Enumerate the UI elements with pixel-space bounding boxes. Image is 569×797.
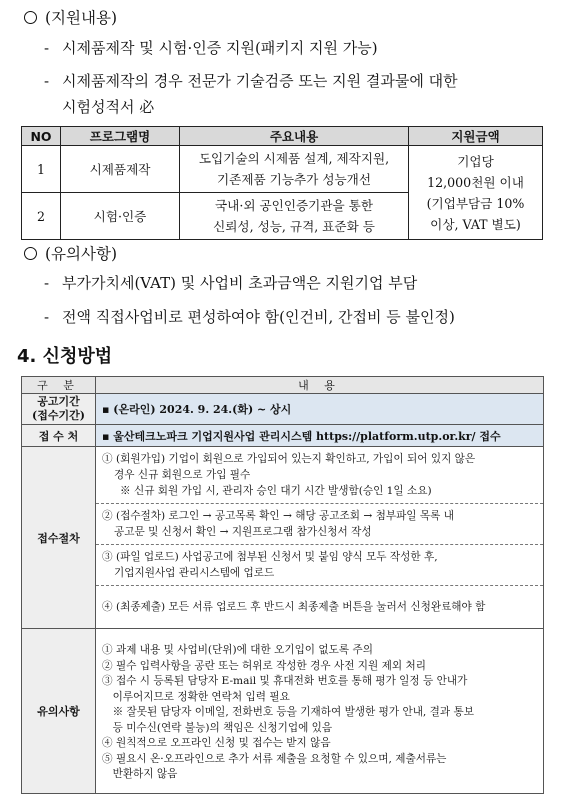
table-row: [22, 425, 544, 447]
caution-bullet-1: - 부가가치세(VAT) 및 사업비 초과금액은 지원기업 부담: [44, 274, 418, 292]
row-content: 국내·외 공인인증기관을 통한 신뢰성, 성능, 규격, 표준화 등: [180, 193, 409, 240]
col-content: 주요내용: [180, 127, 409, 146]
col-details: 내 용: [96, 377, 544, 394]
notes-label: 유의사항: [22, 629, 96, 794]
support-bullet-2: - 시제품제작의 경우 전문가 기술검증 또는 지원 결과물에 대한: [44, 72, 458, 90]
application-table: [21, 376, 544, 794]
col-amount: 지원금액: [409, 127, 543, 146]
table-row: [22, 586, 544, 629]
row-no: 2: [22, 193, 61, 240]
row-program: 시제품제작: [61, 146, 180, 193]
circle-bullet-icon: [24, 11, 37, 24]
program-table: [21, 126, 543, 240]
col-category: 구 분: [22, 377, 96, 394]
procedure-label: 접수절차: [22, 447, 96, 629]
program-table-header: [22, 127, 543, 146]
table-row: [22, 447, 544, 504]
application-table-header: [22, 377, 544, 394]
support-section-header: (지원내용): [24, 6, 117, 28]
col-program: 프로그램명: [61, 127, 180, 146]
table-row: [22, 504, 544, 545]
table-row: [22, 394, 544, 425]
row-no: 1: [22, 146, 61, 193]
period-label: 공고기간 (접수기간): [22, 394, 96, 425]
table-row: [22, 146, 543, 193]
row-content: 도입기술의 시제품 설계, 제작지원, 기존제품 기능추가 성능개선: [180, 146, 409, 193]
place-label: 접 수 처: [22, 425, 96, 447]
caution-bullet-2: - 전액 직접사업비로 편성하여야 함(인건비, 간접비 등 불인정): [44, 308, 455, 326]
period-value: ▪ (온라인) 2024. 9. 24.(화) ~ 상시: [96, 394, 544, 425]
procedure-step-4: ④ (최종제출) 모든 서류 업로드 후 반드시 최종제출 버튼을 눌러서 신청완료해야 함: [96, 586, 544, 629]
caution-section-header: (유의사항): [24, 242, 117, 264]
place-value: ▪ 울산테크노파크 기업지원사업 관리시스템 https://platform.utp.or.kr/ 접수: [96, 425, 544, 447]
support-bullet-1: - 시제품제작 및 시험·인증 지원(패키지 지원 가능): [44, 39, 378, 57]
procedure-step-1: ① (회원가입) 기업이 회원으로 가입되어 있는지 확인하고, 가입이 되어 있지 않은 경우 신규 회원으로 가입 필수 ※ 신규 회원 가입 시, 관리자 승인 대기 시간 발생함(승인 1일 소요): [96, 447, 544, 504]
support-amount: 기업당 12,000천원 이내 (기업부담금 10% 이상, VAT 별도): [409, 146, 543, 240]
table-row: [22, 629, 544, 794]
support-bullet-2-cont: 시험성적서 必: [62, 98, 155, 116]
circle-bullet-icon: [24, 247, 37, 260]
notes-list: ① 과제 내용 및 사업비(단위)에 대한 오기입이 없도록 주의 ② 필수 입력사항을 공란 또는 허위로 작성한 경우 사전 지원 제외 처리 ③ 접수 시 등록된 담당자 E-mail 및 휴대전화 번호를 통해 평가 일정 등 안내가 이루어지므로 정확한 연락처 입력 필요 ※ 잘못된 담당자 이메일, 전화번호 등을 기재하여 발생한 평가 안내, 결과 통보 등 미수신(연락 불능)의 책임은 신청기업에 있음 ④ 원칙적으로 오프라인 신청 및 접수는 받지 않음 ⑤ 필요시 온·오프라인으로 추가 서류 제출을 요청할 수 있으며, 제출서류는 반환하지 않음: [96, 629, 544, 794]
section-title: 4. 신청방법: [17, 346, 113, 367]
col-no: NO: [22, 127, 61, 146]
procedure-step-3: ③ (파일 업로드) 사업공고에 첨부된 신청서 및 붙임 양식 모두 작성한 후, 기업지원사업 관리시스템에 업로드: [96, 545, 544, 586]
row-program: 시험·인증: [61, 193, 180, 240]
table-row: [22, 545, 544, 586]
procedure-step-2: ② (접수절차) 로그인 → 공고목록 확인 → 해당 공고조회 → 첨부파일 목록 내 공고문 및 신청서 확인 → 지원프로그램 참가신청서 작성: [96, 504, 544, 545]
